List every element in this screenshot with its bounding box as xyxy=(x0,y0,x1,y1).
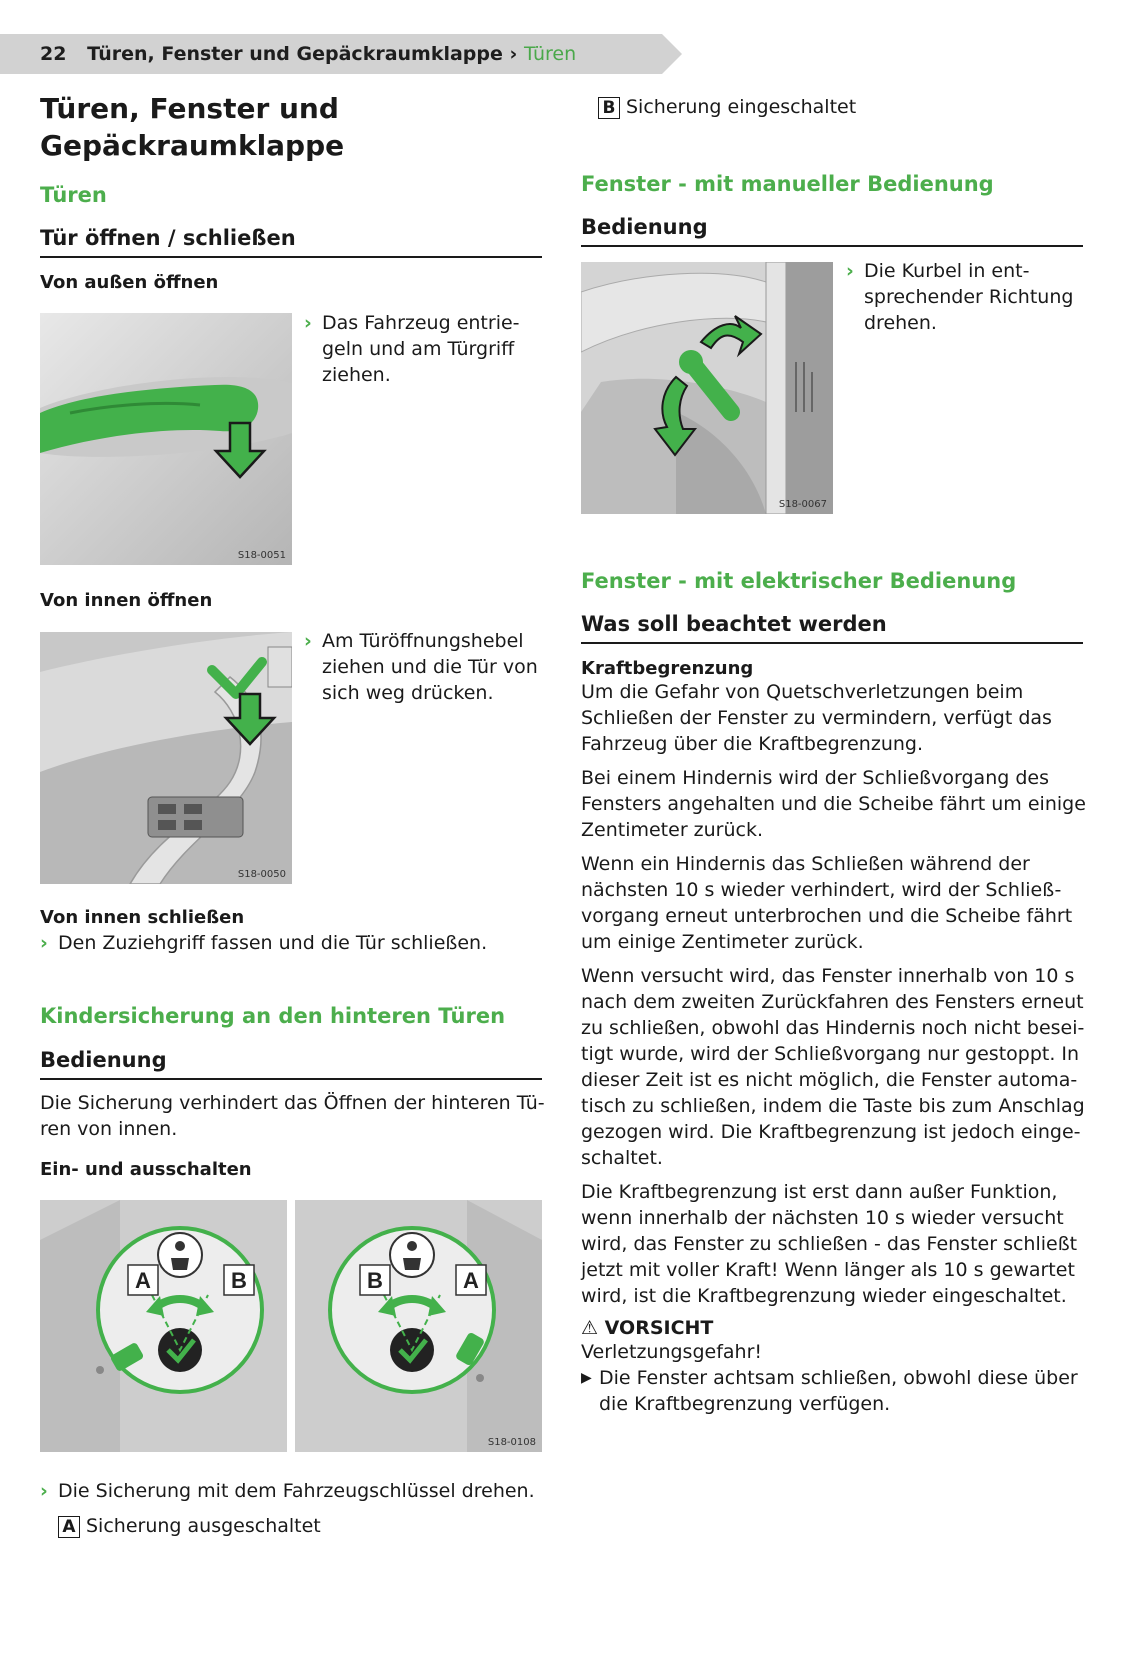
breadcrumb xyxy=(40,43,576,65)
step-line: sich weg drücken. xyxy=(322,682,494,704)
image-code: S18-0051 xyxy=(237,550,286,561)
text-line: dieser Zeit ist es nicht möglich, die Fenster automa- xyxy=(581,1069,1078,1091)
text-line: die Kraftbegrenzung verfügen. xyxy=(599,1393,891,1415)
legend-b-text: Sicherung eingeschaltet xyxy=(626,96,857,118)
notes-heading: Was soll beachtet werden xyxy=(581,612,1083,644)
image-code: S18-0050 xyxy=(237,869,286,880)
paragraph-1 xyxy=(581,679,1086,757)
step-text: Die Sicherung mit dem Fahrzeugschlüssel drehen. xyxy=(58,1480,535,1502)
force-limit-heading: Kraftbegrenzung xyxy=(581,658,754,679)
step-text: Den Zuziehgriff fassen und die Tür schließen. xyxy=(58,932,488,954)
paragraph-2 xyxy=(581,765,1086,843)
caution-text: Verletzungsgefahr! xyxy=(581,1341,763,1363)
on-off-heading: Ein- und ausschalten xyxy=(40,1159,252,1180)
paragraph-4 xyxy=(581,963,1086,1171)
legend-a-label: A xyxy=(58,1516,80,1538)
step-line: drehen. xyxy=(864,312,937,334)
text-line: zu schließen, obwohl das Hindernis noch nicht besei- xyxy=(581,1017,1085,1039)
text-line: Schließen der Fenster zu vermindern, verfügt das xyxy=(581,707,1052,729)
force-limit-section xyxy=(581,658,1086,1417)
text-line: Zentimeter zurück. xyxy=(581,819,764,841)
door-handle-illustration xyxy=(40,313,292,565)
triangle-bullet-icon: ▶ xyxy=(581,1370,592,1386)
warning-icon: ⚠ xyxy=(581,1317,599,1339)
legend-b xyxy=(598,94,856,120)
breadcrumb-current: Türen xyxy=(524,43,577,65)
page-title-line-1: Türen, Fenster und xyxy=(40,92,339,125)
outside-handle-figure xyxy=(40,313,292,565)
child-lock-figure xyxy=(40,1200,542,1452)
manual-window-heading: Fenster - mit manueller Bedienung xyxy=(581,172,994,196)
inside-close-step xyxy=(40,930,540,956)
outside-open-heading: Von außen öffnen xyxy=(40,272,219,293)
text-line: Bei einem Hindernis wird der Schließvorgang des xyxy=(581,767,1049,789)
breadcrumb-separator: › xyxy=(509,43,518,65)
figure-label-b: B xyxy=(367,1268,383,1293)
electric-window-heading: Fenster - mit elektrischer Bedienung xyxy=(581,569,1017,593)
page-title-line-2: Gepäckraumklappe xyxy=(40,129,345,162)
text-line: wird, das Fenster zu schließen - das Fenster schließt xyxy=(581,1233,1078,1255)
step-arrow-icon: › xyxy=(304,630,312,652)
text-line: nächsten 10 s wieder verhindert, wird der Schließ- xyxy=(581,879,1062,901)
text-line: Wenn ein Hindernis das Schließen während der xyxy=(581,853,1030,875)
legend-a xyxy=(58,1513,321,1539)
text-line: Die Kraftbegrenzung ist erst dann außer Funktion, xyxy=(581,1181,1058,1203)
text-line: jetzt mit voller Kraft! Wenn länger als 10 s gewartet xyxy=(581,1259,1075,1281)
text-line: Fahrzeug über die Kraftbegrenzung. xyxy=(581,733,924,755)
image-code: S18-0108 xyxy=(487,1437,536,1448)
inside-lever-figure xyxy=(40,632,292,884)
figure-label-b: B xyxy=(231,1268,247,1293)
breadcrumb-parent: Türen, Fenster und Gepäckraumklappe xyxy=(87,43,503,65)
door-lever-illustration xyxy=(40,632,292,884)
inside-open-heading: Von innen öffnen xyxy=(40,590,213,611)
step-line: ziehen. xyxy=(322,364,391,386)
legend-b-label: B xyxy=(598,97,620,119)
paragraph-5 xyxy=(581,1179,1086,1309)
inside-open-step xyxy=(304,628,544,706)
step-line: sprechender Richtung xyxy=(864,286,1074,308)
paragraph-3 xyxy=(581,851,1086,955)
child-lock-operation-heading: Bedienung xyxy=(40,1048,542,1080)
caution-step xyxy=(581,1365,1086,1417)
text-line: wenn innerhalb der nächsten 10 s wieder versucht xyxy=(581,1207,1064,1229)
text-line: Fensters angehalten und die Scheibe fährt um einige xyxy=(581,793,1086,815)
text-line: wird, ist die Kraftbegrenzung wieder eingeschaltet. xyxy=(581,1285,1067,1307)
caution-title-text: VORSICHT xyxy=(604,1317,714,1339)
text-line: nach dem zweiten Zurückfahren des Fensters erneut xyxy=(581,991,1084,1013)
window-crank-illustration xyxy=(581,262,833,514)
step-line: Die Kurbel in ent- xyxy=(864,260,1030,282)
text-line: tisch zu schließen, indem die Taste bis zum Anschlag xyxy=(581,1095,1085,1117)
text-line: Wenn versucht wird, das Fenster innerhalb von 10 s xyxy=(581,965,1075,987)
doors-heading: Türen xyxy=(40,183,107,207)
child-lock-illustration xyxy=(40,1200,542,1452)
child-lock-step xyxy=(40,1478,545,1504)
text-line: schaltet. xyxy=(581,1147,663,1169)
legend-a-text: Sicherung ausgeschaltet xyxy=(86,1515,321,1537)
step-arrow-icon: › xyxy=(40,1480,48,1502)
figure-label-a: A xyxy=(135,1268,151,1293)
step-line: Das Fahrzeug entrie- xyxy=(322,312,520,334)
manual-window-step xyxy=(846,258,1086,336)
child-lock-description xyxy=(40,1090,545,1142)
text-line: Die Fenster achtsam schließen, obwohl diese über xyxy=(599,1367,1078,1389)
manual-window-operation-heading: Bedienung xyxy=(581,215,1083,247)
text-line: um einige Zentimeter zurück. xyxy=(581,931,864,953)
inside-close-heading: Von innen schließen xyxy=(40,907,245,928)
text-line: tigt wurde, wird der Schließvorgang nur gestoppt. In xyxy=(581,1043,1080,1065)
page-title xyxy=(40,90,540,164)
image-code: S18-0067 xyxy=(778,499,827,510)
step-arrow-icon: › xyxy=(40,932,48,954)
step-line: Am Türöffnungshebel xyxy=(322,630,524,652)
outside-open-step xyxy=(304,310,544,388)
running-header xyxy=(0,34,682,74)
step-line: geln und am Türgriff xyxy=(322,338,515,360)
child-lock-heading: Kindersicherung an den hinteren Türen xyxy=(40,1004,506,1028)
figure-label-a: A xyxy=(463,1268,479,1293)
text-line: gezogen wird. Die Kraftbegrenzung ist jedoch einge- xyxy=(581,1121,1081,1143)
description-line: ren von innen. xyxy=(40,1118,178,1140)
description-line: Die Sicherung verhindert das Öffnen der hinteren Tü- xyxy=(40,1092,545,1114)
text-line: vorgang erneut unterbrochen und die Scheibe fährt xyxy=(581,905,1073,927)
text-line: Um die Gefahr von Quetschverletzungen beim xyxy=(581,681,1024,703)
step-arrow-icon: › xyxy=(304,312,312,334)
caution-title xyxy=(581,1317,1086,1339)
step-line: ziehen und die Tür von xyxy=(322,656,538,678)
window-crank-figure xyxy=(581,262,833,514)
open-close-heading: Tür öffnen / schließen xyxy=(40,226,542,258)
step-arrow-icon: › xyxy=(846,260,854,282)
page-number: 22 xyxy=(40,43,67,65)
